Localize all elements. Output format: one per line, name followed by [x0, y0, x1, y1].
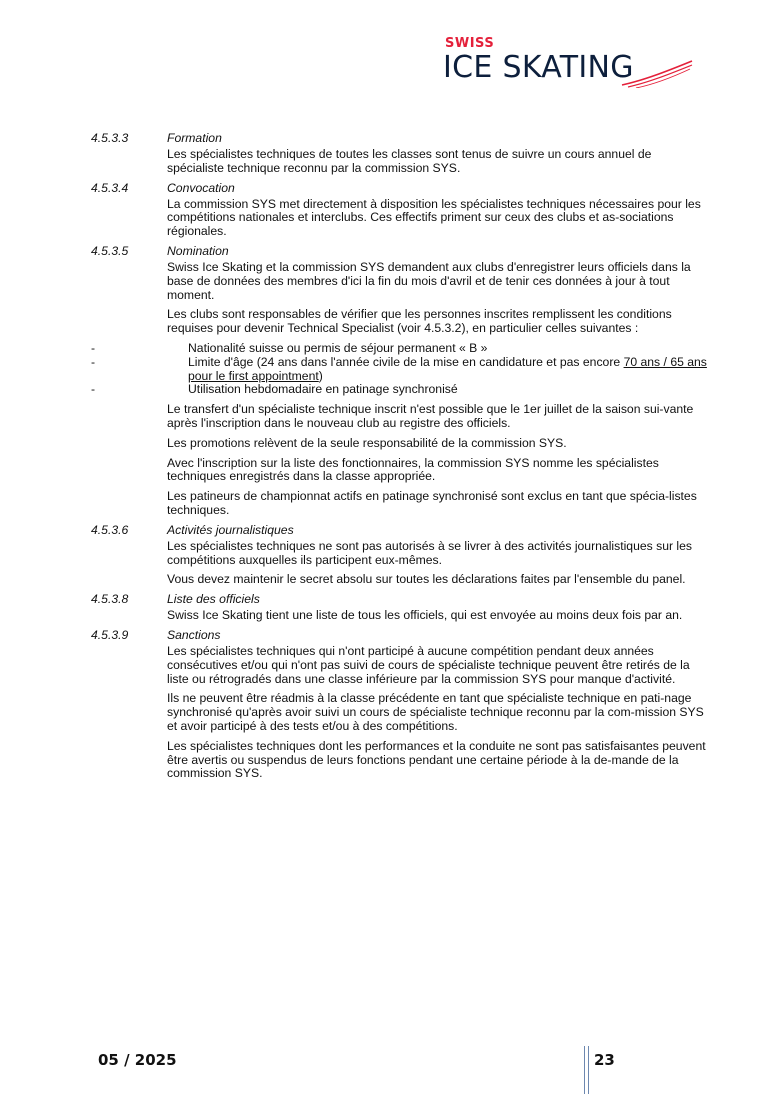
swiss-ice-skating-logo: [440, 36, 700, 90]
section-number: 4.5.3.4: [91, 180, 129, 195]
paragraph: Les clubs sont responsables de vérifier que les personnes inscrites remplissent les conditions requises pour devenir Technical Specialist (voir 4.5.3.2), en particulier celles suivantes :: [167, 307, 672, 336]
list-item: - Utilisation hebdomadaire en patinage synchronisé: [91, 382, 458, 397]
paragraph: Swiss Ice Skating et la commission SYS demandent aux clubs d'enregistrer leurs officiels dans la base de données des membres d'ici la fin du mois d'avril et de tenir ces données à jour à tout moment.: [167, 259, 691, 302]
section-number: 4.5.3.8: [91, 592, 129, 607]
paragraph: Les spécialistes techniques de toutes les classes sont tenus de suivre un cours annuel de spécialiste technique reconnu par la commission SYS.: [167, 147, 652, 175]
section-formation: [91, 132, 711, 176]
paragraph: Le transfert d'un spécialiste technique inscrit n'est possible que le 1er juillet de la saison sui-vante après l'inscription dans le nouveau club au registre des officiels.: [167, 402, 694, 430]
paragraph: Vous devez maintenir le secret absolu sur toutes les déclarations faites par l'ensemble du panel.: [167, 572, 686, 587]
section-nomination: [91, 245, 711, 518]
paragraph: Avec l'inscription sur la liste des fonctionnaires, la commission SYS nomme les spécialistes techniques enregistrés dans la classe appropriée.: [167, 455, 659, 484]
paragraph: Les patineurs de championnat actifs en patinage synchronisé sont exclus en tant que spécia-listes techniques.: [167, 489, 697, 517]
paragraph: Les spécialistes techniques dont les performances et la conduite ne sont pas satisfaisantes peuvent être avertis ou suspendus de leurs fonctions pendant une certaine période à la de-mande de la commission SYS.: [167, 738, 706, 781]
list-item: - Limite d'âge (24 ans dans l'année civile de la mise en candidature et pas encore 70 ans / 65 ans pour le first appointment): [91, 354, 707, 383]
paragraph: Les promotions relèvent de la seule responsabilité de la commission SYS.: [167, 435, 567, 450]
section-title: Activités journalistiques: [167, 522, 294, 537]
logo-swiss-text: SWISS: [445, 36, 495, 51]
document-body: [91, 132, 711, 781]
section-activites-journalistiques: [91, 524, 711, 587]
section-title: Formation: [167, 131, 222, 145]
conditions-list: [91, 340, 711, 397]
section-number: 4.5.3.9: [91, 627, 129, 642]
paragraph: Les spécialistes techniques qui n'ont participé à aucune compétition pendant deux années consécutives et/ou qui n'ont pas suivi de cours de spécialiste technique peuvent être retirés de la liste ou rétrogradés dans une classe inférieure par la commission SYS pour manque d'activité.: [167, 643, 690, 686]
paragraph: Ils ne peuvent être réadmis à la classe précédente en tant que spécialiste technique en pati-nage synchronisé qu'après avoir suivi un cours de spécialiste technique reconnu par la com-mission SYS et avoir participé à des tests et/ou à des compétitions.: [167, 691, 704, 733]
paragraph: La commission SYS met directement à disposition les spécialistes techniques nécessaires pour les compétitions nationales et interclubs. Ces effectifs priment sur ceux des clubs et as-sociations régionales.: [167, 196, 701, 239]
section-title: Sanctions: [167, 627, 221, 642]
list-item: - Nationalité suisse ou permis de séjour permanent « B »: [91, 340, 488, 355]
section-number: 4.5.3.3: [91, 131, 129, 145]
page-number: 23: [594, 1051, 615, 1069]
section-convocation: [91, 182, 711, 239]
logo-ice-skating-text: ICE SKATING: [443, 50, 634, 85]
section-number: 4.5.3.6: [91, 522, 129, 537]
paragraph: Swiss Ice Skating tient une liste de tous les officiels, qui est envoyée au moins deux fois par an.: [167, 608, 683, 623]
paragraph: Les spécialistes techniques ne sont pas autorisés à se livrer à des activités journalistiques sur les compétitions auxquelles ils participent eux-mêmes.: [167, 538, 693, 567]
footer-divider: [584, 1046, 589, 1094]
section-title: Nomination: [167, 243, 229, 258]
section-liste-des-officiels: [91, 593, 711, 623]
section-number: 4.5.3.5: [91, 243, 129, 258]
footer-date: 05 / 2025: [98, 1051, 177, 1069]
section-sanctions: [91, 629, 711, 781]
underlined-text: 70 ans / 65 ans pour le first appointment: [188, 354, 707, 383]
section-title: Convocation: [167, 180, 235, 195]
section-title: Liste des officiels: [167, 592, 260, 607]
logo-swoosh-icon: [620, 58, 694, 88]
